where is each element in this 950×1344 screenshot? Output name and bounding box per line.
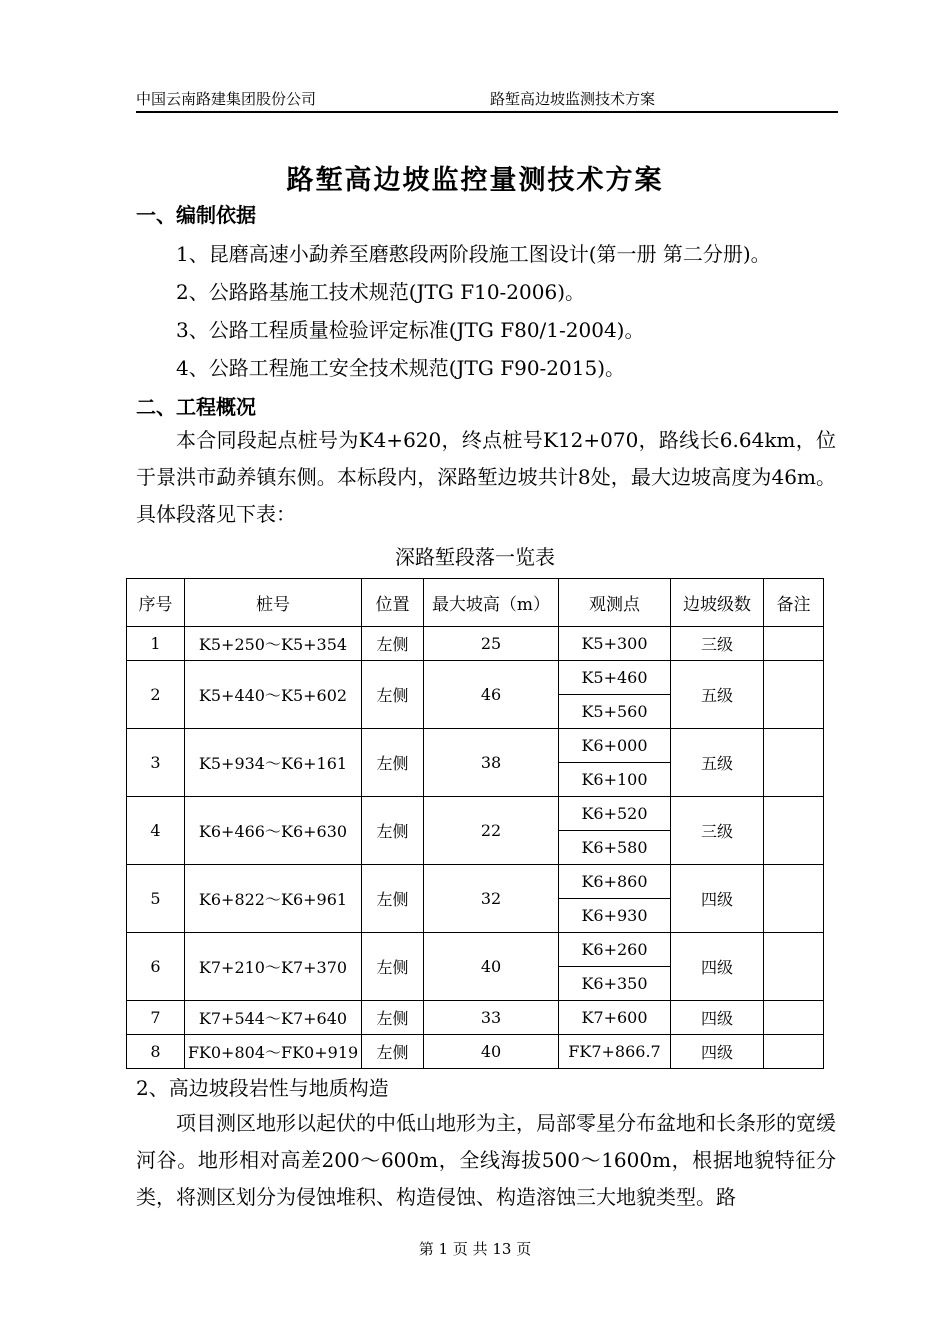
- cell-point: K7+600: [559, 1001, 671, 1035]
- cell-grade: 三级: [671, 627, 764, 661]
- column-header: 桩号: [185, 579, 362, 627]
- cell-note: [764, 729, 824, 797]
- table-row: [127, 729, 824, 763]
- cell-grade: 四级: [671, 1001, 764, 1035]
- cell-side: 左侧: [362, 797, 424, 865]
- cell-height: 25: [424, 627, 559, 661]
- cell-height: 38: [424, 729, 559, 797]
- column-header: 最大坡高（m）: [424, 579, 559, 627]
- table-header-row: [127, 579, 824, 627]
- table-row: [127, 1035, 824, 1069]
- cell-point: K6+930: [559, 899, 671, 933]
- cell-grade: 四级: [671, 1035, 764, 1069]
- column-header: 位置: [362, 579, 424, 627]
- cell-grade: 四级: [671, 933, 764, 1001]
- table-caption: 深路堑段落一览表: [395, 545, 555, 569]
- cell-note: [764, 797, 824, 865]
- cell-height: 46: [424, 661, 559, 729]
- cell-station: K7+210～K7+370: [185, 933, 362, 1001]
- cell-grade: 五级: [671, 729, 764, 797]
- column-header: 备注: [764, 579, 824, 627]
- cell-side: 左侧: [362, 729, 424, 797]
- cell-no: 1: [127, 627, 185, 661]
- cell-point: K6+000: [559, 729, 671, 763]
- cell-point: K6+100: [559, 763, 671, 797]
- cell-station: K7+544～K7+640: [185, 1001, 362, 1035]
- column-header: 观测点: [559, 579, 671, 627]
- table-row: [127, 865, 824, 899]
- section-heading-overview: 二、工程概况: [136, 395, 256, 419]
- cell-side: 左侧: [362, 933, 424, 1001]
- cell-height: 22: [424, 797, 559, 865]
- cell-point: K6+260: [559, 933, 671, 967]
- table-row: [127, 627, 824, 661]
- cell-grade: 四级: [671, 865, 764, 933]
- column-header: 边坡级数: [671, 579, 764, 627]
- cell-side: 左侧: [362, 661, 424, 729]
- overview-paragraph: 本合同段起点桩号为K4+620，终点桩号K12+070，路线长6.64km，位于景洪市勐养镇东侧。本标段内，深路堑边坡共计8处，最大边坡高度为46m。具体段落见下表：: [136, 428, 836, 526]
- column-header: 序号: [127, 579, 185, 627]
- cell-no: 6: [127, 933, 185, 1001]
- header-company: 中国云南路建集团股份公司: [136, 90, 317, 108]
- cell-side: 左侧: [362, 627, 424, 661]
- cell-note: [764, 1001, 824, 1035]
- cell-point: K5+560: [559, 695, 671, 729]
- cell-note: [764, 1035, 824, 1069]
- cell-point: K6+860: [559, 865, 671, 899]
- cell-note: [764, 661, 824, 729]
- cell-station: K5+440～K5+602: [185, 661, 362, 729]
- cell-height: 33: [424, 1001, 559, 1035]
- cell-point: K5+300: [559, 627, 671, 661]
- cell-no: 4: [127, 797, 185, 865]
- cell-no: 7: [127, 1001, 185, 1035]
- cell-station: K5+250～K5+354: [185, 627, 362, 661]
- cell-height: 40: [424, 933, 559, 1001]
- page-footer: 第 1 页 共 13 页: [418, 1240, 532, 1258]
- cell-side: 左侧: [362, 865, 424, 933]
- cell-grade: 三级: [671, 797, 764, 865]
- basis-item: 4、公路工程施工安全技术规范(JTG F90-2015)。: [176, 356, 626, 380]
- cell-point: K6+350: [559, 967, 671, 1001]
- cell-no: 2: [127, 661, 185, 729]
- basis-item: 3、公路工程质量检验评定标准(JTG F80/1-2004)。: [176, 318, 645, 342]
- geology-paragraph: 项目测区地形以起伏的中低山地形为主，局部零星分布盆地和长条形的宽缓河谷。地形相对高差200～600m，全线海拔500～1600m，根据地貌特征分类，将测区划分为侵蚀堆积、构造侵蚀、构造溶蚀三大地貌类型。路: [136, 1111, 836, 1209]
- cell-side: 左侧: [362, 1035, 424, 1069]
- cell-point: K6+580: [559, 831, 671, 865]
- cell-no: 8: [127, 1035, 185, 1069]
- cell-station: K6+822～K6+961: [185, 865, 362, 933]
- sub-heading-geology: 2、高边坡段岩性与地质构造: [136, 1076, 389, 1100]
- basis-item: 1、昆磨高速小勐养至磨憨段两阶段施工图设计(第一册 第二分册)。: [176, 242, 771, 266]
- cell-station: FK0+804～FK0+919: [185, 1035, 362, 1069]
- table-row: [127, 933, 824, 967]
- document-title: 路堑高边坡监控量测技术方案: [286, 165, 664, 196]
- basis-item: 2、公路路基施工技术规范(JTG F10-2006)。: [176, 280, 586, 304]
- cell-height: 40: [424, 1035, 559, 1069]
- header-divider: [136, 111, 838, 113]
- cell-note: [764, 865, 824, 933]
- cell-no: 3: [127, 729, 185, 797]
- cell-grade: 五级: [671, 661, 764, 729]
- section-heading-basis: 一、编制依据: [136, 203, 256, 227]
- cell-point: FK7+866.7: [559, 1035, 671, 1069]
- cell-side: 左侧: [362, 1001, 424, 1035]
- cell-station: K6+466～K6+630: [185, 797, 362, 865]
- table-row: [127, 661, 824, 695]
- page-header: [136, 86, 836, 112]
- cell-note: [764, 933, 824, 1001]
- header-doc-title: 路堑高边坡监测技术方案: [490, 90, 656, 108]
- cell-height: 32: [424, 865, 559, 933]
- cell-point: K6+520: [559, 797, 671, 831]
- cell-no: 5: [127, 865, 185, 933]
- cell-point: K5+460: [559, 661, 671, 695]
- cell-note: [764, 627, 824, 661]
- table-row: [127, 1001, 824, 1035]
- table-row: [127, 797, 824, 831]
- deep-cut-table: [126, 578, 824, 1069]
- cell-station: K5+934～K6+161: [185, 729, 362, 797]
